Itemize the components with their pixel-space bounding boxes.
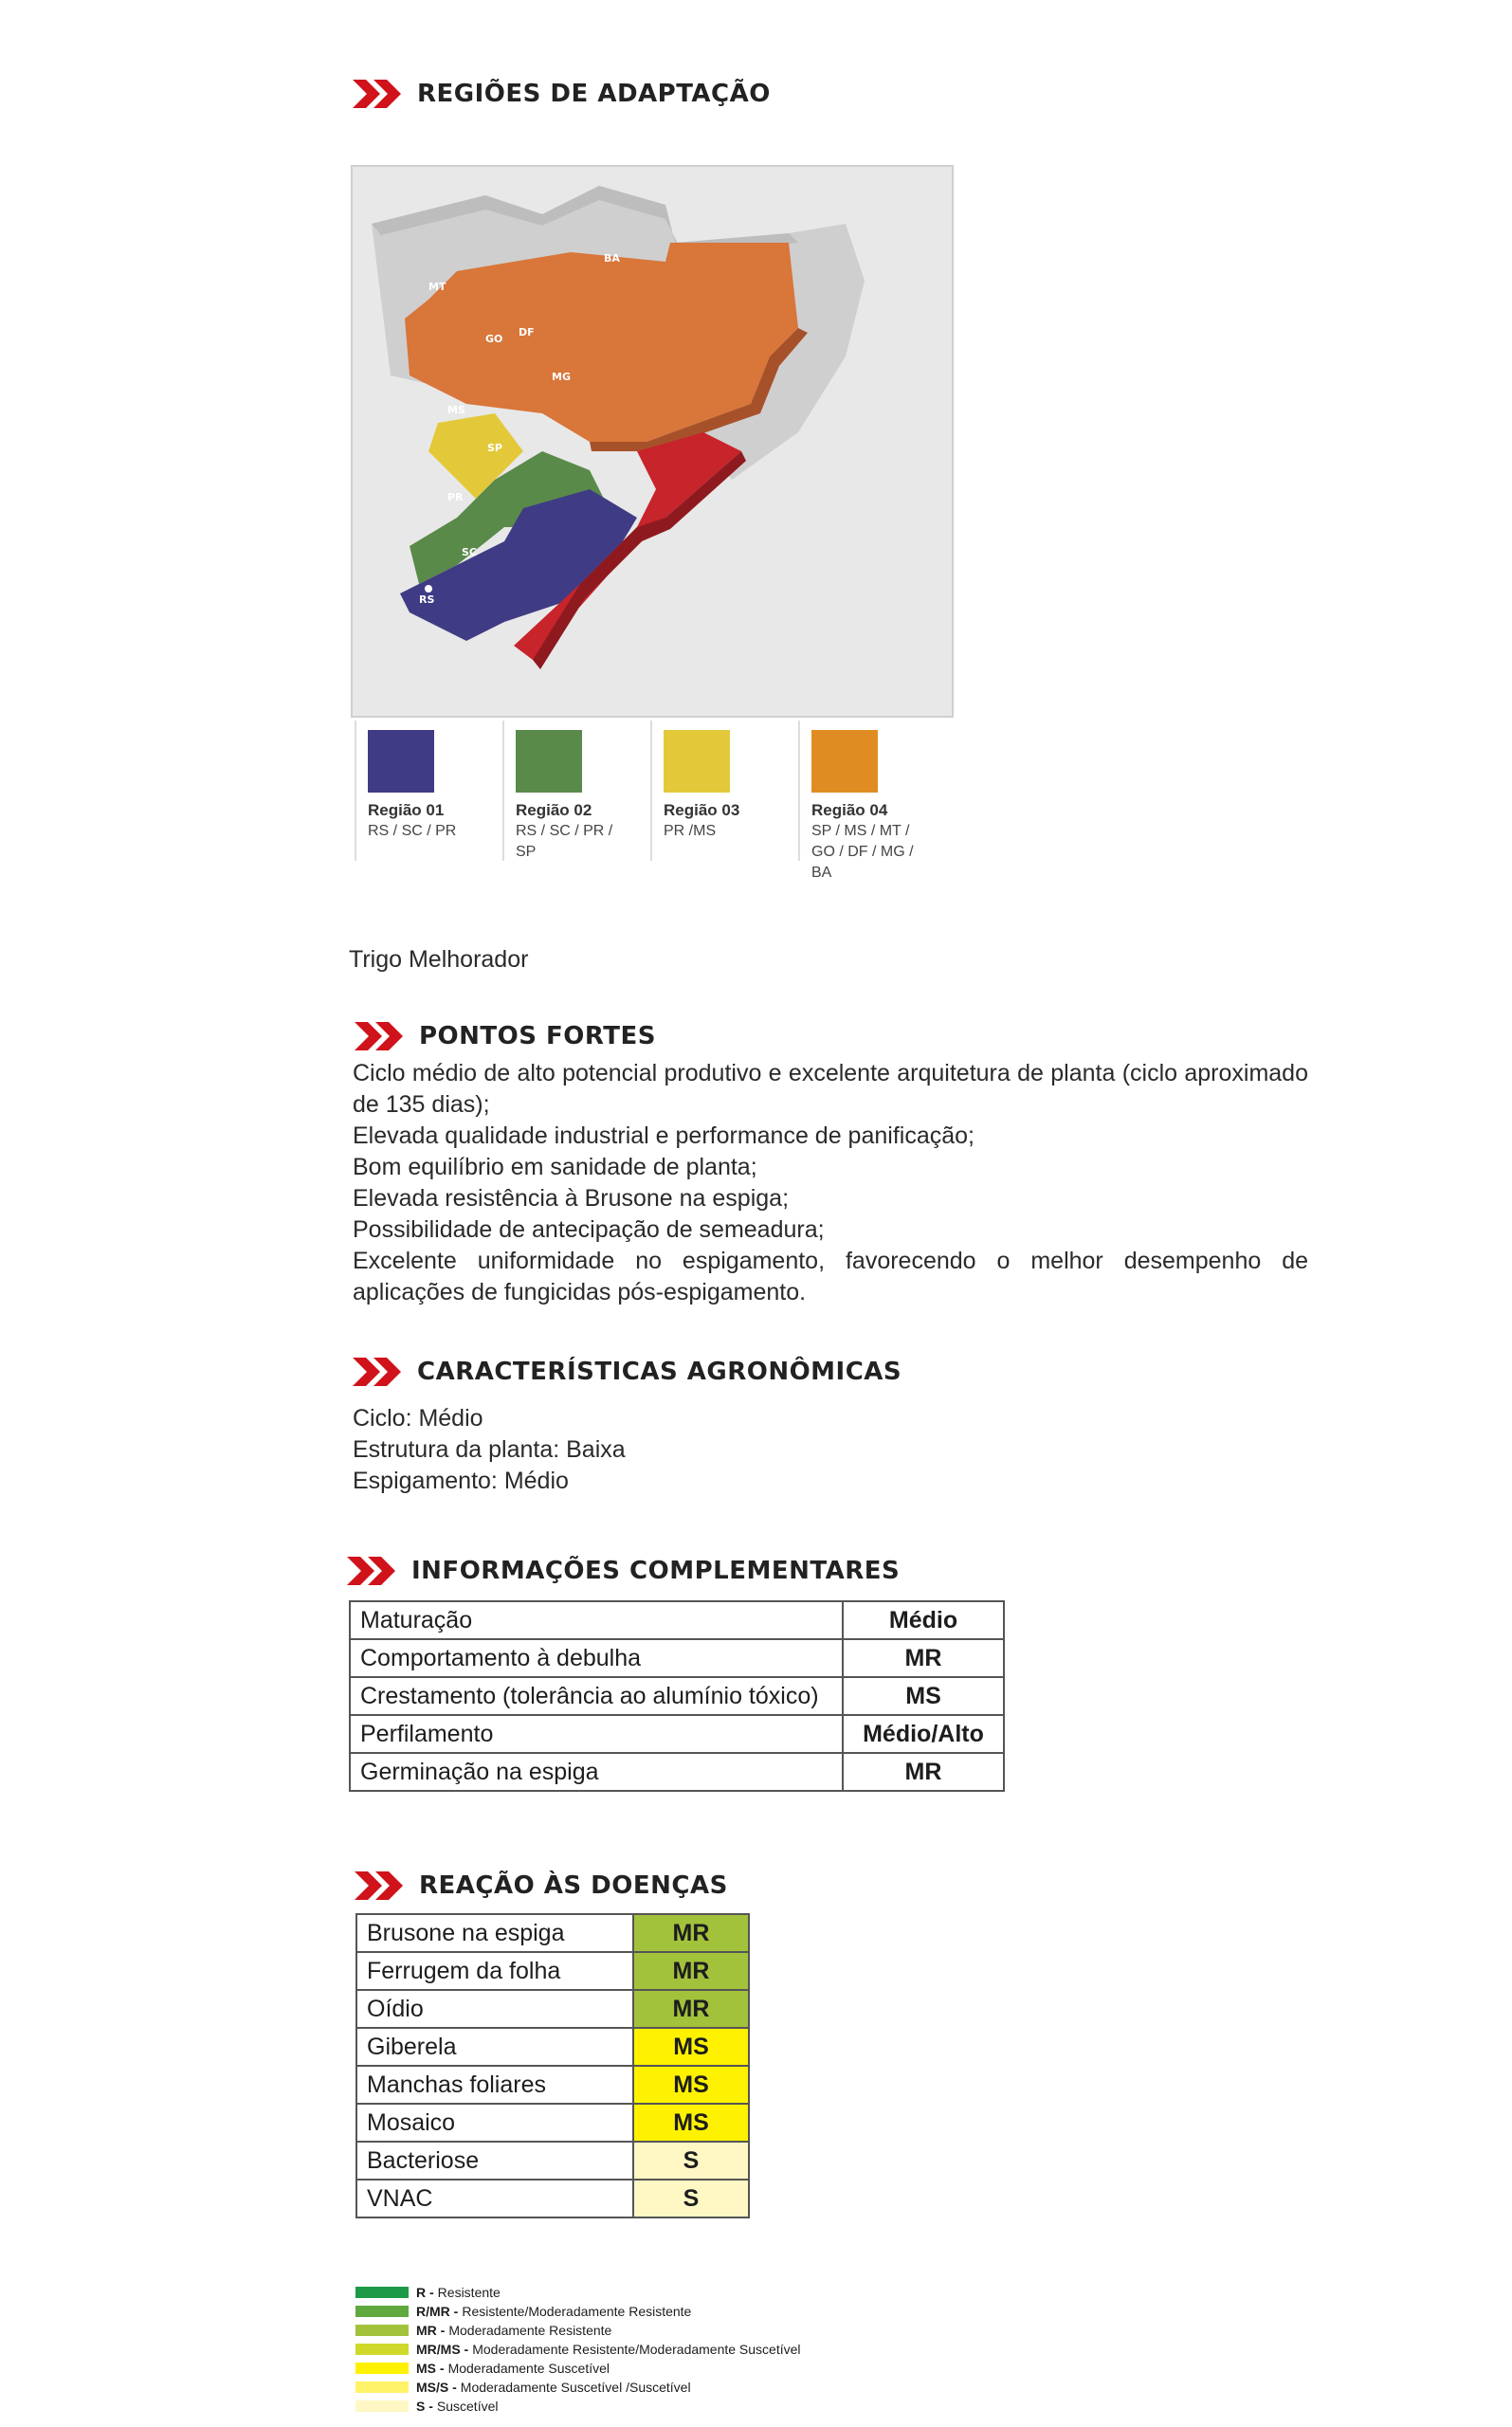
disease-label: Manchas foliares	[356, 2066, 633, 2104]
map-label-df: DF	[519, 326, 535, 338]
legend-item	[355, 2342, 801, 2357]
region-02-states: RS / SC / PR / SP	[516, 823, 613, 860]
double-chevron-icon	[347, 1557, 402, 1585]
legend-desc: Moderadamente Resistente	[448, 2323, 612, 2338]
disease-rating: MS	[633, 2028, 749, 2066]
legend-swatch	[355, 2344, 409, 2355]
region-03-swatch	[664, 730, 730, 793]
section-header-agronomic	[353, 1358, 902, 1386]
table-row	[356, 2142, 749, 2180]
legend-swatch	[355, 2306, 409, 2317]
legend-swatch	[355, 2325, 409, 2336]
legend-item	[355, 2399, 498, 2414]
section-header-regions	[353, 80, 771, 108]
row-value: Médio/Alto	[843, 1715, 1004, 1753]
table-row	[356, 1914, 749, 1952]
agronomic-title: CARACTERÍSTICAS AGRONÔMICAS	[417, 1358, 902, 1386]
region-01	[355, 721, 499, 861]
map-label-go: GO	[485, 333, 503, 345]
map-label-ba: BA	[604, 252, 620, 265]
disease-rating: MR	[633, 1952, 749, 1990]
row-value: MS	[843, 1677, 1004, 1715]
strength-item: Elevada qualidade industrial e performance de panificação;	[353, 1122, 975, 1149]
strengths-list	[353, 1058, 1308, 1308]
section-header-disease	[355, 1871, 728, 1900]
section-header-complementary	[347, 1557, 900, 1585]
disease-rating: MR	[633, 1914, 749, 1952]
legend-swatch	[355, 2287, 409, 2298]
legend-swatch	[355, 2400, 409, 2412]
region-04-states: SP / MS / MT / GO / DF / MG / BA	[811, 823, 914, 881]
double-chevron-icon	[355, 1871, 410, 1900]
legend-code: R/MR -	[416, 2304, 459, 2319]
legend-code: MR/MS -	[416, 2342, 469, 2357]
legend-desc: Resistente/Moderadamente Resistente	[462, 2304, 692, 2319]
double-chevron-icon	[355, 1022, 410, 1050]
table-row	[350, 1715, 1004, 1753]
legend-item	[355, 2380, 691, 2395]
row-value: Médio	[843, 1601, 1004, 1639]
legend-code: R -	[416, 2285, 434, 2300]
table-row	[350, 1753, 1004, 1791]
double-chevron-icon	[353, 1358, 408, 1386]
disease-rating: MS	[633, 2104, 749, 2142]
legend-swatch	[355, 2363, 409, 2374]
table-row	[356, 2066, 749, 2104]
complementary-table	[349, 1600, 1005, 1792]
table-row	[356, 1952, 749, 1990]
legend-desc: Suscetível	[436, 2399, 499, 2414]
disease-rating: MS	[633, 2066, 749, 2104]
brazil-region-map	[353, 167, 952, 716]
disease-label: Mosaico	[356, 2104, 633, 2142]
row-label: Germinação na espiga	[350, 1753, 843, 1791]
legend-code: S -	[416, 2399, 433, 2414]
map-label-rs: RS	[419, 593, 435, 606]
legend-code: MR -	[416, 2323, 446, 2338]
region-map	[351, 165, 954, 718]
disease-label: VNAC	[356, 2180, 633, 2217]
row-label: Comportamento à debulha	[350, 1639, 843, 1677]
location-pin-icon	[425, 585, 432, 593]
regions-title: REGIÕES DE ADAPTAÇÃO	[417, 80, 771, 108]
region-01-states: RS / SC / PR	[368, 823, 457, 839]
region-04-name: Região 04	[811, 801, 888, 819]
complementary-title: INFORMAÇÕES COMPLEMENTARES	[411, 1557, 901, 1585]
disease-label: Brusone na espiga	[356, 1914, 633, 1952]
table-row	[350, 1639, 1004, 1677]
row-label: Maturação	[350, 1601, 843, 1639]
legend-item	[355, 2361, 610, 2376]
table-row	[356, 2104, 749, 2142]
disease-rating: S	[633, 2142, 749, 2180]
disease-rating: S	[633, 2180, 749, 2217]
disease-table	[355, 1913, 750, 2218]
disease-title: REAÇÃO ÀS DOENÇAS	[419, 1871, 728, 1900]
row-value: MR	[843, 1753, 1004, 1791]
region-04	[798, 721, 942, 881]
agronomic-item: Estrutura da planta: Baixa	[353, 1436, 626, 1463]
region-01-name: Região 01	[368, 801, 445, 819]
disease-label: Bacteriose	[356, 2142, 633, 2180]
strength-item: Possibilidade de antecipação de semeadura;	[353, 1216, 825, 1243]
strength-item: Elevada resistência à Brusone na espiga;	[353, 1185, 790, 1212]
disease-label: Ferrugem da folha	[356, 1952, 633, 1990]
region-01-swatch	[368, 730, 434, 793]
agronomic-list	[353, 1403, 626, 1497]
legend-item	[355, 2285, 501, 2300]
disease-label: Giberela	[356, 2028, 633, 2066]
legend-item	[355, 2304, 691, 2319]
row-label: Perfilamento	[350, 1715, 843, 1753]
strength-item: Bom equilíbrio em sanidade de planta;	[353, 1154, 757, 1180]
map-label-sc: SC	[462, 546, 477, 558]
legend-desc: Resistente	[437, 2285, 501, 2300]
legend-swatch	[355, 2381, 409, 2393]
strength-item: Excelente uniformidade no espigamento, favorecendo o melhor desempenho de aplicações de fungicidas pós-espigamento.	[353, 1248, 1308, 1305]
legend-code: MS -	[416, 2361, 445, 2376]
agronomic-item: Espigamento: Médio	[353, 1468, 569, 1494]
map-label-pr: PR	[447, 491, 464, 503]
table-row	[356, 2180, 749, 2217]
region-02-swatch	[516, 730, 582, 793]
map-label-mt: MT	[428, 281, 446, 293]
row-value: MR	[843, 1639, 1004, 1677]
section-header-strengths	[355, 1022, 656, 1050]
product-type: Trigo Melhorador	[349, 946, 529, 973]
agronomic-item: Ciclo: Médio	[353, 1405, 483, 1432]
legend-desc: Moderadamente Resistente/Moderadamente Suscetível	[472, 2342, 801, 2357]
region-03-name: Região 03	[664, 801, 740, 819]
map-label-sp: SP	[487, 442, 502, 454]
table-row	[356, 2028, 749, 2066]
disease-rating: MR	[633, 1990, 749, 2028]
table-row	[356, 1990, 749, 2028]
disease-label: Oídio	[356, 1990, 633, 2028]
map-label-ms: MS	[447, 404, 465, 416]
legend-code: MS/S -	[416, 2380, 457, 2395]
map-label-mg: MG	[552, 371, 571, 383]
double-chevron-icon	[353, 80, 408, 108]
region-03	[650, 721, 794, 861]
table-row	[350, 1601, 1004, 1639]
legend-desc: Moderadamente Suscetível	[447, 2361, 610, 2376]
region-02-name: Região 02	[516, 801, 592, 819]
legend-item	[355, 2323, 611, 2338]
region-03-states: PR /MS	[664, 823, 717, 839]
strengths-title: PONTOS FORTES	[419, 1022, 656, 1050]
region-02	[502, 721, 647, 861]
legend-desc: Moderadamente Suscetível /Suscetível	[460, 2380, 691, 2395]
region-04-swatch	[811, 730, 878, 793]
row-label: Crestamento (tolerância ao alumínio tóxico)	[350, 1677, 843, 1715]
strength-item: Ciclo médio de alto potencial produtivo e excelente arquitetura de planta (ciclo aproximado de 135 dias);	[353, 1060, 1308, 1118]
table-row	[350, 1677, 1004, 1715]
